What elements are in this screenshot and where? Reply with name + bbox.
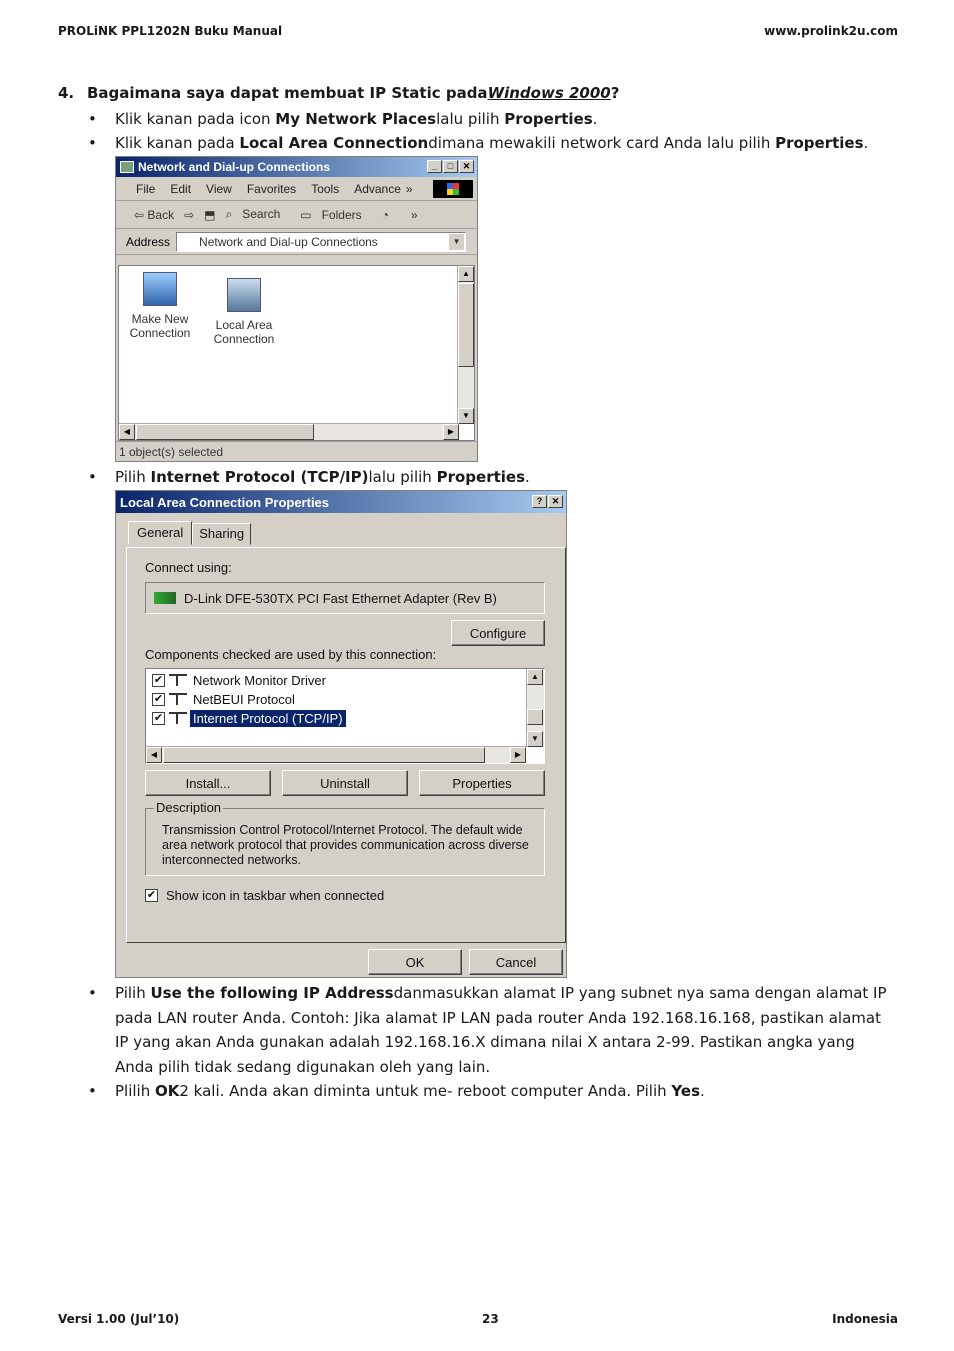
vertical-scroll-thumb[interactable]	[527, 709, 543, 725]
description-text: Transmission Control Protocol/Internet Protocol. The default wide area network protocol that provides communication across diverse interconnected networks.	[162, 823, 529, 867]
question-number: 4.	[58, 84, 75, 102]
bullet-dot: •	[88, 110, 97, 128]
bullet-3-end: .	[525, 468, 530, 486]
history-icon[interactable]: ◔	[381, 207, 389, 222]
bullet-5-end: .	[700, 1082, 705, 1100]
toolbar-more-icon[interactable]: »	[410, 207, 418, 222]
forward-button[interactable]: ⇨	[184, 207, 195, 222]
menu-tools[interactable]: Tools	[311, 181, 340, 196]
menu-advance[interactable]: Advance	[354, 181, 401, 196]
up-folder-button[interactable]: ⬒	[204, 207, 216, 222]
scroll-down-icon[interactable]: ▼	[458, 408, 474, 424]
bullet-2-text: Klik kanan pada	[115, 134, 240, 152]
menu-edit[interactable]: Edit	[170, 181, 192, 196]
bullet-1-bold-1: My Network Places	[275, 110, 437, 128]
bullet-5-text-2: 2 kali. Anda akan diminta untuk me- reboot computer Anda. Pilih	[179, 1082, 672, 1100]
horizontal-scrollbar[interactable]	[119, 423, 459, 440]
horizontal-scroll-thumb[interactable]	[163, 747, 485, 763]
general-tab-panel	[126, 547, 566, 943]
scroll-down-icon[interactable]: ▼	[527, 731, 543, 747]
network-adapter-icon	[154, 592, 176, 604]
minimize-icon[interactable]: _	[427, 160, 442, 173]
scroll-up-icon[interactable]: ▲	[527, 669, 543, 685]
bullet-1-bold-2: Properties	[504, 110, 593, 128]
connect-using-label: Connect using:	[145, 560, 232, 575]
search-label: Search	[242, 207, 281, 221]
components-list[interactable]	[145, 668, 545, 764]
menu-bar	[116, 177, 477, 201]
local-area-connection-item[interactable]	[209, 278, 279, 346]
bullet-2-text-2: dimana mewakili network card Anda lalu pilih	[428, 134, 776, 152]
description-label: Description	[156, 800, 222, 815]
question-mark: ?	[610, 84, 620, 102]
component-label: NetBEUI Protocol	[193, 691, 295, 707]
bullet-5-bold-1: OK	[155, 1082, 180, 1100]
search-icon: ⌕	[225, 207, 233, 221]
address-input[interactable]	[176, 232, 466, 252]
bullet-3-bold-2: Properties	[436, 468, 526, 486]
menu-more-icon[interactable]: »	[405, 181, 413, 196]
make-new-connection-icon	[143, 272, 177, 306]
adapter-name: D-Link DFE-530TX PCI Fast Ethernet Adapter (Rev B)	[184, 590, 497, 606]
bullet-3-bold-1: Internet Protocol (TCP/IP)	[150, 468, 369, 486]
local-area-connection-icon	[227, 278, 261, 312]
checkbox-checked-icon[interactable]: ✔	[153, 692, 164, 705]
lan-properties-titlebar	[116, 491, 566, 513]
list-item-selected[interactable]	[152, 709, 346, 727]
properties-button[interactable]: Properties	[419, 770, 545, 796]
tab-strip	[128, 523, 251, 545]
make-new-connection-label-1: Make New	[131, 312, 189, 326]
scroll-right-icon[interactable]: ▶	[443, 424, 459, 440]
show-icon-label: Show icon in taskbar when connected	[166, 888, 385, 903]
local-area-connection-label-2: Connection	[213, 332, 275, 346]
network-window-titlebar	[116, 157, 477, 177]
checkbox-checked-icon[interactable]: ✔	[153, 711, 164, 724]
footer-language: Indonesia	[832, 1312, 898, 1326]
address-value: Network and Dial-up Connections	[199, 234, 378, 249]
search-button[interactable]	[225, 207, 290, 222]
close-icon[interactable]: ✕	[548, 495, 563, 508]
checkbox-checked-icon[interactable]: ✔	[153, 673, 164, 686]
network-connections-screenshot	[115, 156, 478, 462]
components-label: Components checked are used by this connection:	[145, 647, 437, 662]
list-vertical-scrollbar[interactable]	[526, 669, 544, 747]
lan-properties-screenshot	[115, 490, 567, 978]
network-component-icon	[169, 674, 187, 686]
vertical-scroll-thumb[interactable]	[458, 283, 474, 367]
description-group	[145, 800, 545, 876]
vertical-scrollbar[interactable]	[457, 266, 474, 424]
list-item[interactable]	[152, 671, 329, 689]
bullet-5-text: Plilih	[115, 1082, 155, 1100]
network-component-icon	[169, 693, 187, 705]
network-folder-icon	[120, 161, 134, 173]
uninstall-button[interactable]: Uninstall	[282, 770, 408, 796]
ok-button[interactable]: OK	[368, 949, 462, 975]
make-new-connection-item[interactable]	[125, 272, 195, 340]
install-button[interactable]: Install...	[145, 770, 271, 796]
status-text: 1 object(s) selected	[119, 444, 224, 459]
address-bar	[116, 229, 477, 255]
lan-properties-title: Local Area Connection Properties	[120, 494, 330, 510]
maximize-icon[interactable]: □	[443, 160, 458, 173]
bullet-2-bold-2: Properties	[775, 134, 864, 152]
network-component-icon	[169, 712, 187, 724]
bullet-4-bold-1: Use the following IP Address	[150, 984, 394, 1002]
bullet-2-end: .	[863, 134, 869, 152]
menu-favorites[interactable]: Favorites	[246, 181, 297, 196]
tool-bar	[116, 201, 477, 229]
bullet-4-text: Pilih	[115, 984, 151, 1002]
scroll-left-icon[interactable]: ◀	[119, 424, 135, 440]
network-window-title: Network and Dial-up Connections	[138, 160, 331, 174]
scroll-up-icon[interactable]: ▲	[458, 266, 474, 282]
bullet-3-text-2: lalu pilih	[368, 468, 437, 486]
list-horizontal-scrollbar[interactable]	[146, 746, 526, 763]
question-os: Windows 2000	[487, 84, 611, 102]
bullet-dot: •	[88, 468, 97, 486]
make-new-connection-label-2: Connection	[129, 326, 191, 340]
adapter-field	[145, 582, 545, 614]
page-number: 23	[482, 1312, 499, 1326]
question-title	[58, 84, 619, 102]
horizontal-scroll-thumb[interactable]	[136, 424, 314, 440]
bullet-1-end: .	[592, 110, 598, 128]
back-button[interactable]: ⇦ Back	[134, 207, 175, 222]
bullet-dot: •	[88, 134, 97, 152]
folders-icon: ▭	[300, 207, 312, 222]
scroll-right-icon[interactable]: ▶	[510, 747, 526, 763]
checkbox-checked-icon[interactable]: ✔	[146, 889, 157, 901]
bullet-5-bold-2: Yes	[671, 1082, 701, 1100]
configure-button[interactable]: Configure	[451, 620, 545, 646]
header-title: PROLiNK PPL1202N Buku Manual	[58, 24, 283, 38]
bullet-2-bold-1: Local Area Connection	[239, 134, 429, 152]
bullet-dot: •	[88, 984, 97, 1002]
cancel-button[interactable]: Cancel	[469, 949, 563, 975]
question-text: Bagaimana saya dapat membuat IP Static pada	[87, 84, 488, 102]
address-label: Address	[126, 234, 171, 249]
help-icon[interactable]: ?	[532, 495, 547, 508]
status-bar	[116, 441, 477, 461]
address-dropdown-icon[interactable]: ▼	[449, 234, 464, 250]
list-item[interactable]	[152, 690, 298, 708]
scroll-left-icon[interactable]: ◀	[146, 747, 162, 763]
menu-view[interactable]: View	[206, 181, 232, 196]
connections-pane	[118, 265, 475, 441]
show-icon-option[interactable]	[145, 888, 384, 903]
header-website: www.prolink2u.com	[764, 24, 898, 38]
folders-label: Folders	[321, 207, 362, 222]
menu-file[interactable]: File	[136, 181, 156, 196]
bullet-3-text: Pilih	[115, 468, 151, 486]
bullet-1-text: Klik kanan pada icon	[115, 110, 276, 128]
folders-button[interactable]	[300, 208, 371, 222]
component-label: Network Monitor Driver	[193, 672, 326, 688]
tab-general[interactable]: General	[128, 521, 192, 545]
close-icon[interactable]: ✕	[459, 160, 474, 173]
bullet-dot: •	[88, 1082, 97, 1100]
local-area-connection-label-1: Local Area	[215, 318, 273, 332]
tab-sharing[interactable]: Sharing	[192, 523, 251, 545]
windows-logo-icon	[433, 180, 473, 198]
bullet-4-text-2: danmasukkan alamat IP yang subnet nya sama dengan alamat IP pada LAN router Anda. Contoh: Jika alamat IP LAN pada router Anda 192.168.16.168, pastikan alamat IP yang akan Anda gunakan adalah 192.168.16.X dimana nilai X antara 2-99. Pastikan angka yang Anda pilih tidak sedang digunakan oleh yang lain.	[115, 984, 887, 1076]
bullet-1-text-2: lalu pilih	[436, 110, 505, 128]
footer-version: Versi 1.00 (Jul’10)	[58, 1312, 180, 1326]
component-label: Internet Protocol (TCP/IP)	[190, 710, 346, 727]
